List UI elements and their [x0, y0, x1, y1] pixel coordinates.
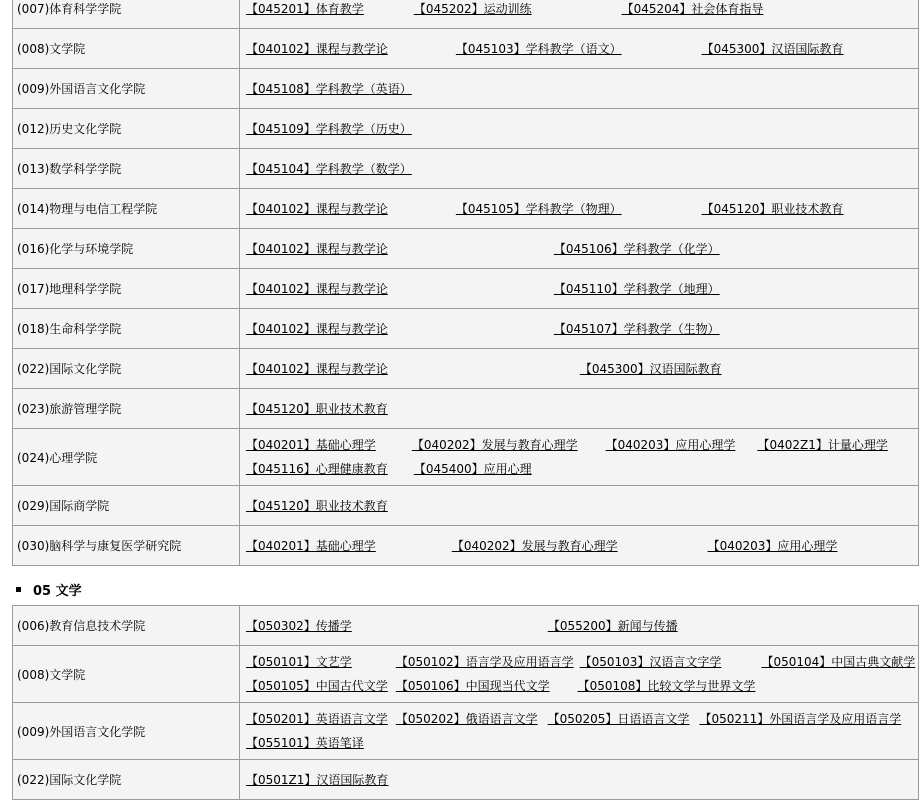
department-name: (009)外国语言文化学院: [13, 703, 240, 760]
major-link[interactable]: 【040102】课程与教学论: [246, 41, 388, 56]
major-line: [246, 707, 916, 731]
major-link[interactable]: 【040202】发展与教育心理学: [451, 538, 618, 553]
major-line: [246, 77, 916, 101]
department-name: (014)物理与电信工程学院: [13, 189, 240, 229]
major-link[interactable]: 【040201】基础心理学: [246, 438, 376, 452]
major-line: [246, 277, 916, 301]
table-row: [13, 269, 919, 309]
major-link[interactable]: 【050104】中国古典文献学: [761, 655, 916, 669]
department-name: (018)生命科学学院: [13, 309, 240, 349]
major-line: [246, 237, 916, 261]
major-list: [240, 29, 919, 69]
major-list: [240, 760, 919, 800]
major-link[interactable]: 【040102】课程与教学论: [246, 361, 388, 376]
department-name: (022)国际文化学院: [13, 760, 240, 800]
table-row: [13, 349, 919, 389]
major-link[interactable]: 【045105】学科教学（物理）: [455, 201, 622, 216]
major-link[interactable]: 【045120】职业技术教育: [701, 201, 844, 216]
major-line: [246, 534, 916, 558]
table-row: [13, 229, 919, 269]
table-row: [13, 0, 919, 29]
department-name: (029)国际商学院: [13, 486, 240, 526]
table-row: [13, 486, 919, 526]
major-line: [246, 317, 916, 341]
major-list: [240, 309, 919, 349]
major-link[interactable]: 【045201】体育教学: [246, 1, 364, 16]
major-table-literature: [12, 605, 919, 800]
department-name: (017)地理科学学院: [13, 269, 240, 309]
major-link[interactable]: 【050105】中国古代文学: [246, 679, 388, 693]
major-link[interactable]: 【045107】学科教学（生物）: [553, 321, 720, 336]
department-name: (030)脑科学与康复医学研究院: [13, 526, 240, 566]
table-row: [13, 189, 919, 229]
department-name: (013)数学科学学院: [13, 149, 240, 189]
major-list: [240, 646, 919, 703]
major-line: [246, 357, 916, 381]
major-link[interactable]: 【045120】职业技术教育: [246, 498, 388, 513]
major-list: [240, 149, 919, 189]
major-link[interactable]: 【045300】汉语国际教育: [701, 41, 844, 56]
major-link[interactable]: 【0402Z1】计量心理学: [757, 438, 888, 452]
department-name: (012)历史文化学院: [13, 109, 240, 149]
major-link[interactable]: 【040203】应用心理学: [707, 538, 838, 553]
major-link[interactable]: 【045202】运动训练: [413, 1, 532, 16]
department-name: (009)外国语言文化学院: [13, 69, 240, 109]
major-link[interactable]: 【040201】基础心理学: [246, 538, 376, 553]
department-name: (022)国际文化学院: [13, 349, 240, 389]
major-list: [240, 269, 919, 309]
major-link[interactable]: 【045110】学科教学（地理）: [553, 281, 720, 296]
table-row: [13, 760, 919, 800]
major-line: [246, 614, 916, 638]
major-list: [240, 69, 919, 109]
major-line: [246, 457, 916, 481]
major-link[interactable]: 【045116】心理健康教育: [246, 462, 388, 476]
table-row: [13, 69, 919, 109]
major-list: [240, 109, 919, 149]
table-row: [13, 309, 919, 349]
major-line: [246, 768, 916, 792]
major-list: [240, 486, 919, 526]
major-link[interactable]: 【0501Z1】汉语国际教育: [246, 772, 389, 787]
major-link[interactable]: 【050205】日语语言文学: [547, 712, 690, 726]
major-link[interactable]: 【040102】课程与教学论: [246, 281, 388, 296]
major-link[interactable]: 【040202】发展与教育心理学: [411, 438, 578, 452]
major-link[interactable]: 【050106】中国现当代文学: [395, 679, 550, 693]
table-row: [13, 429, 919, 486]
major-link[interactable]: 【045109】学科教学（历史）: [246, 121, 412, 136]
major-link[interactable]: 【045120】职业技术教育: [246, 401, 388, 416]
major-link[interactable]: 【055101】英语笔译: [246, 736, 364, 750]
major-link[interactable]: 【040102】课程与教学论: [246, 201, 388, 216]
major-link[interactable]: 【045400】应用心理: [413, 462, 532, 476]
table-row: [13, 703, 919, 760]
table-row: [13, 109, 919, 149]
table-row: [13, 29, 919, 69]
major-line: [246, 674, 916, 698]
department-name: (008)文学院: [13, 646, 240, 703]
major-link[interactable]: 【050102】语言学及应用语言学: [395, 655, 574, 669]
major-line: [246, 37, 916, 61]
major-list: [240, 229, 919, 269]
department-name: (016)化学与环境学院: [13, 229, 240, 269]
major-list: [240, 526, 919, 566]
major-list: [240, 349, 919, 389]
major-line: [246, 397, 916, 421]
major-list: [240, 189, 919, 229]
major-link[interactable]: 【040203】应用心理学: [605, 438, 736, 452]
major-link[interactable]: 【045104】学科教学（数学）: [246, 161, 412, 176]
major-link[interactable]: 【040102】课程与教学论: [246, 321, 388, 336]
major-line: [246, 197, 916, 221]
department-name: (007)体育科学学院: [13, 0, 240, 29]
department-name: (006)教育信息技术学院: [13, 606, 240, 646]
department-name: (024)心理学院: [13, 429, 240, 486]
department-name: (023)旅游管理学院: [13, 389, 240, 429]
major-link[interactable]: 【040102】课程与教学论: [246, 241, 388, 256]
major-list: [240, 0, 919, 29]
major-link[interactable]: 【050103】汉语言文字学: [579, 655, 722, 669]
major-link[interactable]: 【045106】学科教学（化学）: [553, 241, 720, 256]
major-link[interactable]: 【050201】英语语言文学: [246, 712, 388, 726]
major-link[interactable]: 【055200】新闻与传播: [547, 618, 678, 633]
table-row: [13, 526, 919, 566]
section-heading: [16, 580, 921, 599]
major-line: [246, 433, 916, 457]
bullet-icon: [16, 587, 21, 592]
major-link[interactable]: 【050302】传播学: [246, 618, 352, 633]
table-row: [13, 606, 919, 646]
major-list: [240, 703, 919, 760]
major-list: [240, 389, 919, 429]
major-list: [240, 606, 919, 646]
major-link[interactable]: 【045108】学科教学（英语）: [246, 81, 412, 96]
table-row: [13, 646, 919, 703]
major-table-education: [12, 0, 919, 566]
major-line: [246, 157, 916, 181]
major-link[interactable]: 【045300】汉语国际教育: [579, 361, 722, 376]
table-row: [13, 149, 919, 189]
major-line: [246, 117, 916, 141]
major-link[interactable]: 【050202】俄语语言文学: [395, 712, 538, 726]
major-link[interactable]: 【045103】学科教学（语文）: [455, 41, 622, 56]
major-line: [246, 731, 916, 755]
major-line: [246, 650, 916, 674]
major-link[interactable]: 【050101】文艺学: [246, 655, 352, 669]
major-link[interactable]: 【045204】社会体育指导: [621, 1, 764, 16]
major-link[interactable]: 【050108】比较文学与世界文学: [577, 679, 756, 693]
table-row: [13, 389, 919, 429]
major-list: [240, 429, 919, 486]
major-line: [246, 0, 916, 21]
major-link[interactable]: 【050211】外国语言学及应用语言学: [699, 712, 902, 726]
major-line: [246, 494, 916, 518]
department-name: (008)文学院: [13, 29, 240, 69]
section-title: 05 文学: [33, 584, 82, 599]
